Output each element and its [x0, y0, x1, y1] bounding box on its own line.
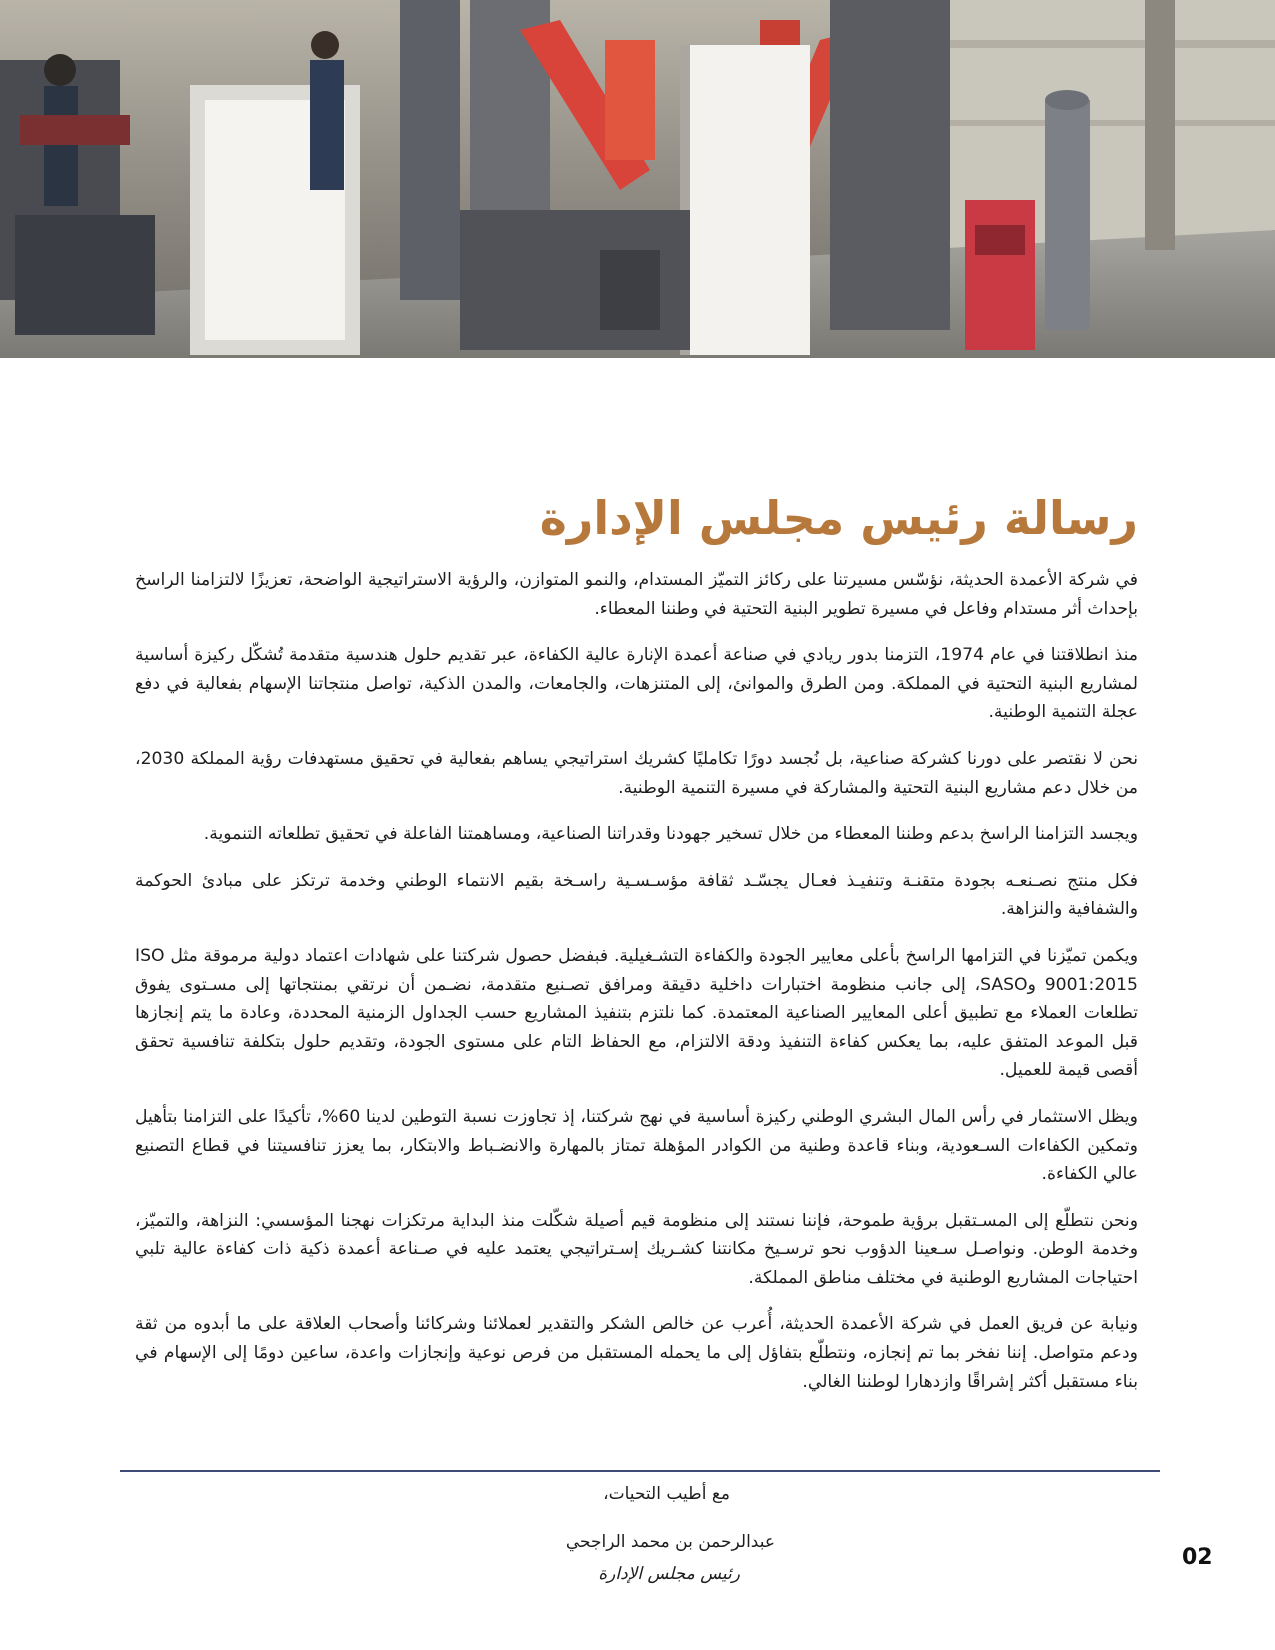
header-photo	[0, 0, 1275, 358]
paragraph-4: ويجسد التزامنا الراسخ بدعم وطننا المعطاء من خلال تسخير جهودنا وقدراتنا الصناعية، ومساهمتنا الفاعلة في تحقيق تطلعاته التنموية.	[203, 824, 1138, 845]
paragraph-9: ونيابة عن فريق العمل في شركة الأعمدة الحديثة، أُعرب عن خالص الشكر والتقدير لعملائنا وشركائنا وأصحاب العلاقة على ما أبدوه من ثقة ودعم متواصل. إننا نفخر بما تم إنجازه، ونتطلّع بتفاؤل إلى ما يحمله المستقبل من فرص نوعية وإنجازات واعدة، ساعين دومًا إلى الإسهام في بناء مستقبل أكثر إشراقًا وازدهارا لوطننا الغالي.	[135, 1314, 1138, 1392]
factory-floor-image	[0, 0, 1275, 358]
paragraph-7: ويظل الاستثمار في رأس المال البشري الوطني ركيزة أساسية في نهج شركتنا، إذ تجاوزت نسبة التوطين لدينا 60%، تأكيدًا على التزامنا بتأهيل وتمكين الكفاءات السـعودية، وبناء قاعدة وطنية من الكوادر المؤهلة تمتاز بالمهارة والانضـباط والابتكار، بما يعزز تنافسيتنا في قطاع التصنيع عالي الكفاءة.	[135, 1106, 1138, 1185]
signer-title: رئيس مجلس الإدارة	[598, 1564, 740, 1584]
signer-name: عبدالرحمن بن محمد الراجحي	[565, 1532, 775, 1552]
page-number: 02	[1182, 1545, 1213, 1570]
paragraph-5: فكل منتج نصـنعـه بجودة متقنـة وتنفيـذ فعـال يجسّـد ثقافة مؤسـسـية راسـخة بقيم الانتماء الوطني وخدمة ترتكز على مبادئ الحوكمة والشفافية والنزاهة.	[135, 870, 1138, 920]
paragraph-2: منذ انطلاقتنا في عام 1974، التزمنا بدور ريادي في صناعة أعمدة الإنارة عالية الكفاءة، عبر تقديم حلول هندسية متقدمة تُشكّل ركيزة أساسية لمشاريع البنية التحتية في المملكة. ومن الطرق والموانئ، إلى المتنزهات، والجامعات، والمدن الذكية، تواصل منتجاتنا الإسهام بفعالية في دفع عجلة التنمية الوطنية.	[135, 645, 1138, 723]
paragraph-3: نحن لا نقتصر على دورنا كشركة صناعية، بل نُجسد دورًا تكامليًا كشريك استراتيجي يساهم بفعالية في تحقيق مستهدفات رؤية المملكة 2030، من خلال دعم مشاريع البنية التحتية والمشاركة في مسيرة التنمية الوطنية.	[135, 748, 1138, 798]
divider-line	[120, 1470, 1160, 1472]
page-title: رسالة رئيس مجلس الإدارة	[539, 491, 1138, 545]
closing-salutation: مع أطيب التحيات،	[603, 1484, 730, 1504]
paragraph-1: في شركة الأعمدة الحديثة، نؤسّس مسيرتنا على ركائز التميّز المستدام، والنمو المتوازن، والرؤية الاستراتيجية الواضحة، تعزيزًا لالتزامنا الراسخ بإحداث أثر مستدام وفاعل في مسيرة تطوير البنية التحتية في وطننا المعطاء.	[135, 570, 1138, 619]
paragraph-8: ونحن نتطلّع إلى المسـتقبل برؤية طموحة، فإننا نستند إلى منظومة قيم أصيلة شكّلت منذ البداية مرتكزات نهجنا المؤسسي: النزاهة، والتميّز، وخدمة الوطن. ونواصـل سـعينا الدؤوب نحو ترسـيخ مكانتنا كشـريك إسـتراتيجي يعتمد عليه في صـناعة أعمدة ذكية ذات كفاءة عالية تلبي احتياجات المشاريع الوطنية في مختلف مناطق المملكة.	[135, 1210, 1138, 1288]
letter-body	[135, 566, 1138, 1414]
paragraph-6: ويكمن تميّزنا في التزامها الراسخ بأعلى معايير الجودة والكفاءة التشـغيلية. فبفضل حصول شركتنا على شهادات اعتماد دولية مرموقة مثل ISO 9001:2015 وSASO، إلى جانب منظومة اختبارات داخلية دقيقة ومرافق تصـنيع متقدمة، نضـمن أن نرتقي بمنتجاتها إلى مسـتوى يفوق تطلعات العملاء مع تطبيق أعلى المعايير الصناعية المعتمدة. كما نلتزم بتنفيذ المشاريع حسب الجداول الزمنية المحددة، وعادة ما يتم إنجازها قبل الموعد المتفق عليه، بما يعكس كفاءة التنفيذ ودقة الالتزام، مع الحفاظ التام على مستوى الجودة، وتقديم حلول بتكلفة تنافسية تحقق أقصى قيمة للعميل.	[135, 945, 1138, 1081]
